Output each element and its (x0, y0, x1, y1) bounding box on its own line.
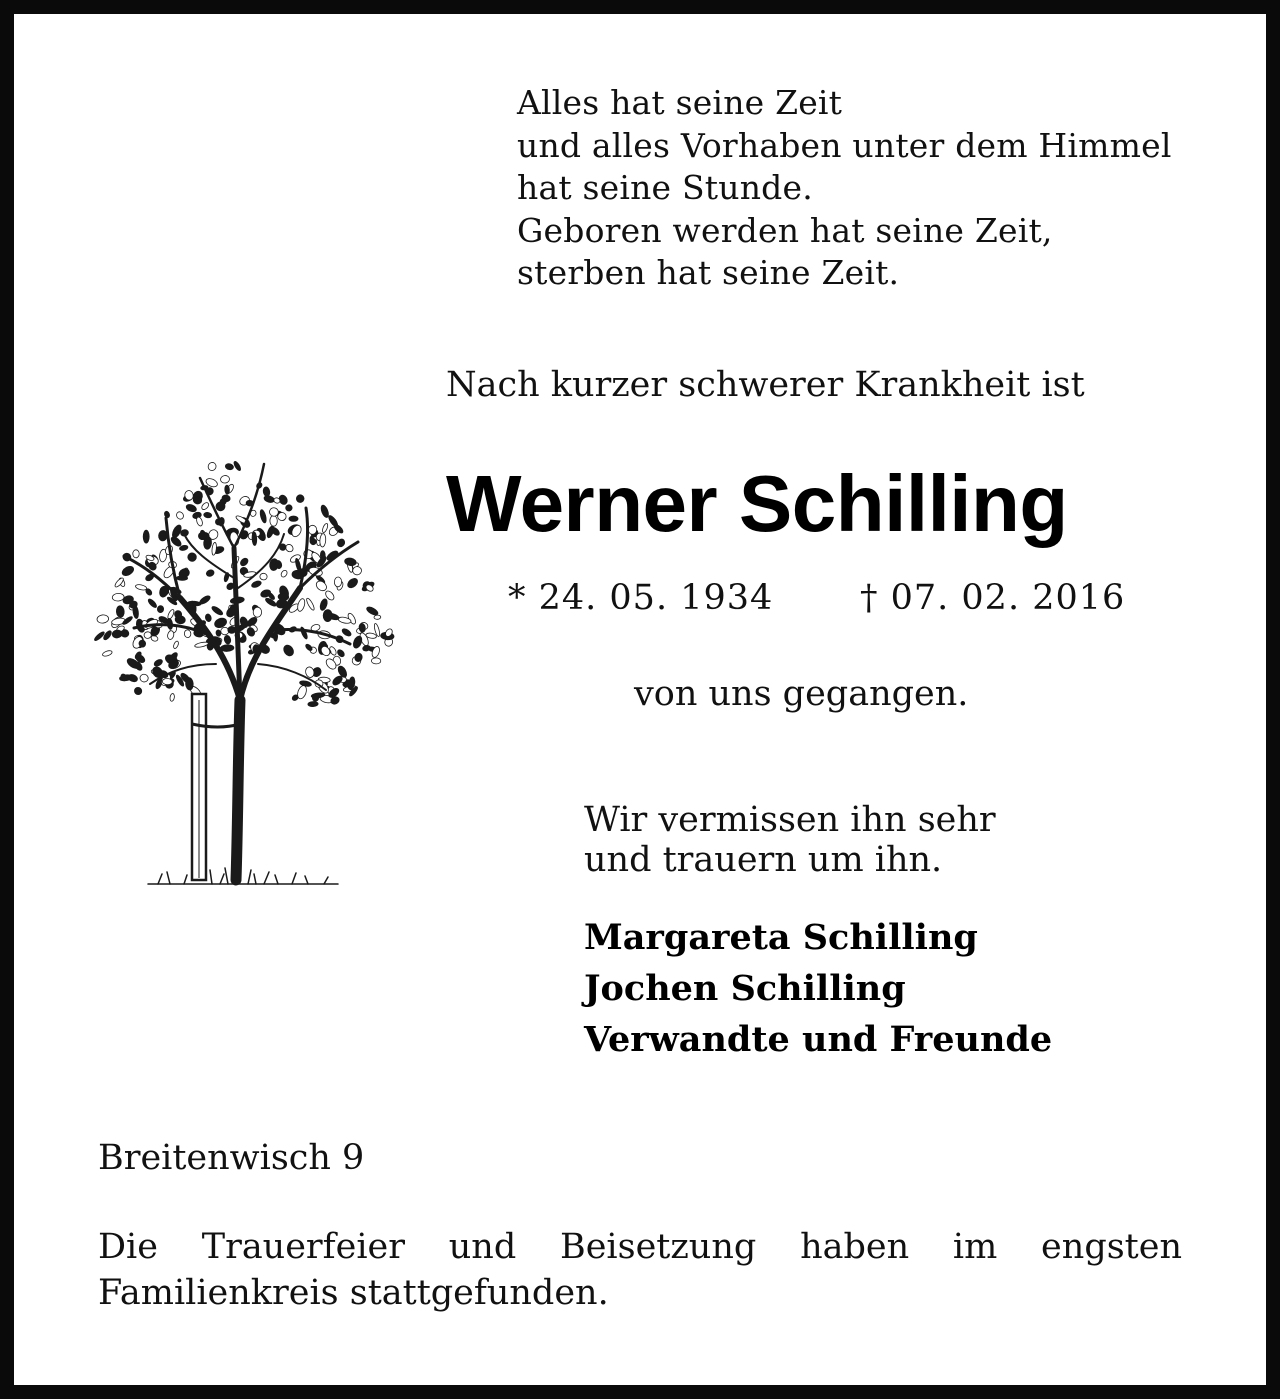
tree-leaf (167, 630, 175, 640)
tree-leaf (169, 693, 174, 701)
mourning-text (584, 800, 996, 880)
tree-leaf (273, 631, 277, 641)
tree-leaf (143, 530, 149, 543)
tree-leaf (194, 641, 208, 648)
tree-leaf (233, 460, 242, 471)
signer-name: Jochen Schilling (584, 968, 906, 1009)
tree-leaf (102, 630, 112, 641)
mourning-line: und trauern um ihn. (584, 840, 943, 880)
tree-leaf (253, 607, 262, 617)
tree-leaf (144, 631, 152, 638)
deceased-name: Werner Schilling (446, 459, 1068, 548)
funeral-notice-line: Familienkreis stattgefunden. (98, 1273, 609, 1313)
tree-leaf (344, 557, 357, 566)
tree-leaf (121, 565, 136, 578)
tree-leaf (187, 552, 198, 563)
tree-leaf (296, 598, 306, 612)
mourning-line: Wir vermissen ihn sehr (584, 800, 996, 840)
tree-leaf (278, 593, 289, 601)
tree-leaf (259, 509, 267, 523)
birth-date: * 24. 05. 1934 (508, 578, 774, 618)
tree-leaf (216, 630, 222, 637)
tree-leaf (200, 501, 209, 511)
tree-leaf (260, 573, 267, 580)
tree-leaf (176, 576, 187, 581)
tree-leaf (308, 525, 317, 534)
verse-line: Geboren werden hat seine Zeit, (517, 210, 1053, 250)
verse-line: sterben hat seine Zeit. (517, 253, 900, 292)
verse-line: hat seine Stunde. (517, 168, 813, 207)
tree-leaf (175, 511, 185, 521)
tree-leaf (185, 503, 197, 513)
tree-leaf (220, 475, 230, 484)
tree-leaf (320, 504, 330, 518)
tree-leaf (341, 627, 352, 637)
tree-leaf (211, 605, 224, 616)
tree-leaf (157, 605, 164, 612)
tree-leaf (299, 626, 308, 639)
tree-leaf (336, 538, 346, 548)
tree-leaf (320, 551, 325, 561)
tree-leaf (97, 614, 109, 623)
tree-leaf (224, 485, 229, 494)
tree-leaf (228, 626, 236, 633)
tree-leaf (374, 615, 381, 620)
tree-leaf (280, 569, 288, 578)
tree-leaf (289, 516, 298, 521)
tree-leaf (203, 512, 212, 518)
address-text: Breitenwisch 9 (98, 1138, 365, 1178)
tree-leaf (305, 643, 314, 652)
tree-leaf (112, 630, 123, 639)
tree-leaf (321, 523, 328, 533)
tree-leaf (135, 584, 147, 591)
tree-leaf (153, 658, 163, 667)
tree-leaf (308, 701, 318, 707)
tree-leaf (185, 677, 194, 690)
tree-leaf (319, 533, 326, 547)
tree-leaf (365, 605, 379, 616)
tree-leaf (263, 495, 275, 504)
tree-leaf (285, 504, 292, 511)
tree-leaf (147, 598, 158, 609)
tree-leaf (195, 516, 203, 526)
tree-leaf (295, 494, 305, 504)
tree-leaf (319, 598, 329, 611)
verse-line: Alles hat seine Zeit (517, 83, 843, 122)
tree-icon (88, 438, 398, 890)
tree-leaf (102, 650, 113, 658)
tree-leaf (252, 532, 257, 546)
verse-line: und alles Vorhaben unter dem Himmel (517, 125, 1172, 165)
tree-grass (148, 868, 338, 884)
tree-leaf (334, 577, 342, 587)
tree-leaf (207, 461, 218, 472)
tree-leaf (371, 658, 381, 664)
tree-leaf (346, 577, 359, 590)
signers-list (584, 912, 1052, 1065)
intro-text: Nach kurzer schwerer Krankheit ist (446, 365, 1085, 405)
tree-leaf (116, 605, 125, 617)
passing-text: von uns gegangen. (634, 674, 969, 714)
tree-leaf (323, 610, 332, 622)
funeral-notice-line: Die Trauerfeier und Beisetzung haben im engsten (98, 1227, 1182, 1267)
tree-leaf (277, 512, 286, 521)
tree-leaf (282, 643, 296, 657)
tree-leaf (133, 550, 140, 558)
tree-leaf (225, 463, 234, 471)
tree-leaf (270, 515, 278, 526)
tree-leaf (112, 593, 124, 601)
tree-leaf (314, 579, 328, 593)
tree-leaf (162, 678, 172, 685)
tree-leaf (205, 613, 212, 622)
tree-leaf (139, 674, 148, 683)
signer-name: Verwandte und Freunde (584, 1019, 1053, 1060)
bible-verse (517, 82, 1172, 295)
signer-name: Margareta Schilling (584, 917, 978, 958)
tree-leaf (184, 630, 191, 638)
death-date: † 07. 02. 2016 (860, 578, 1126, 618)
tree-leaf (173, 640, 180, 649)
tree-leaf (251, 580, 262, 589)
tree-leaf (262, 486, 270, 497)
tree-leaf (167, 609, 176, 620)
tree-leaf (239, 557, 249, 567)
tree-leaf (205, 569, 215, 578)
funeral-notice (98, 1224, 1182, 1316)
tree-leaf (305, 597, 315, 611)
tree-leaf (133, 686, 143, 696)
tree-leaf (223, 635, 231, 645)
